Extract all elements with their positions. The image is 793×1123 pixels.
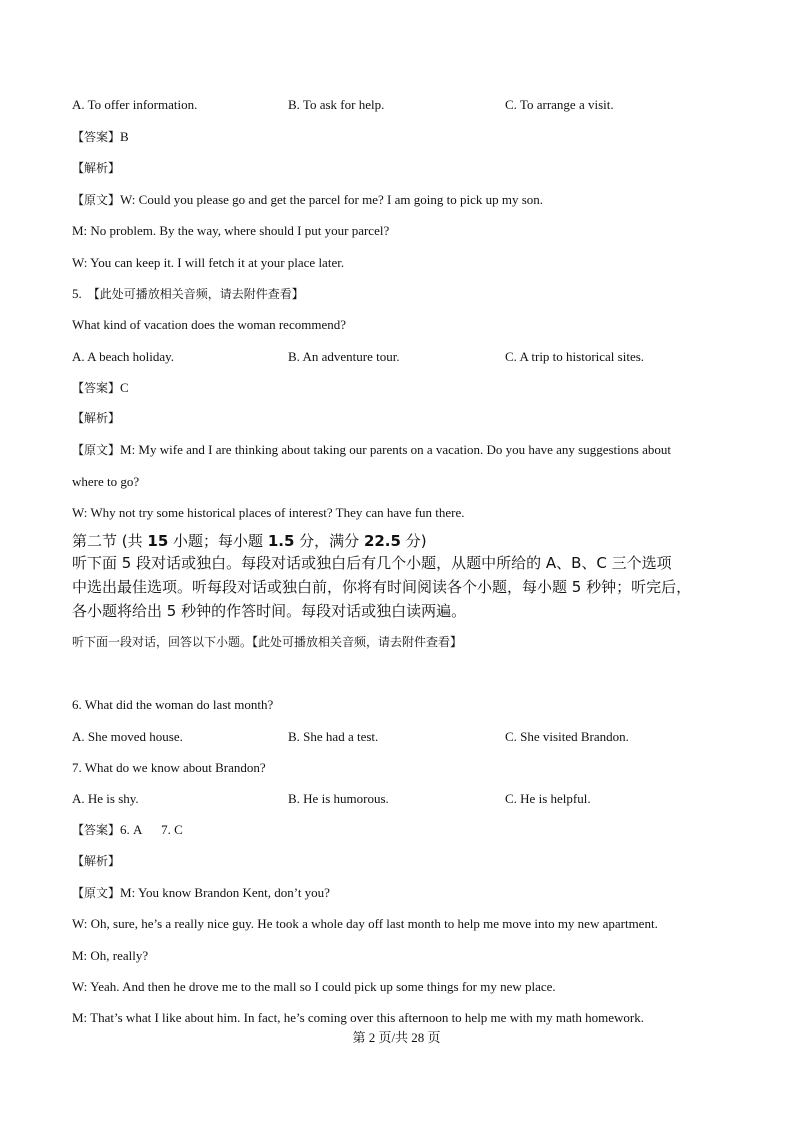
q5-header [72,286,304,302]
q5-analysis [72,410,120,426]
q5-answer [72,380,129,396]
q6-option-c: C. She visited Brandon. [505,729,629,744]
q67-answer [72,822,183,838]
q7-option-a: A. He is shy. [72,791,139,806]
q5-transcript-line-2: W: Why not try some historical places of interest? They can have fun there. [72,505,465,520]
q4-option-c: C. To arrange a visit. [505,97,614,112]
q4-transcript-line-2: M: No problem. By the way, where should I put your parcel? [72,223,390,238]
q5-option-b: B. An adventure tour. [288,349,400,364]
analysis-tag: 【解析】 [72,161,121,175]
q7-option-c: C. He is helpful. [505,791,591,806]
q5-option-c: C. A trip to historical sites. [505,349,645,364]
answer-value: B [120,129,129,144]
answer-tag: 【答案】 [72,381,121,395]
transcript-tag: 【原文】 [72,886,121,900]
q67-transcript-line-4: W: Yeah. And then he drove me to the mall so I could pick up some things for my new place. [72,979,556,994]
heading-number: 1.5 [267,532,295,550]
transcript-tag: 【原文】 [72,443,121,457]
analysis-tag: 【解析】 [72,854,121,868]
answer-value: 6. A 7. C [120,822,183,837]
heading-text: 小题；每小题 [168,532,268,550]
heading-text: 分，满分 [294,532,364,550]
section-2-instruction-line-2: 中选出最佳选项。听每段对话或独白前，你将有时间阅读各个小题，每小题 5 秒钟；听完后， [72,578,692,596]
answer-value: C [120,380,129,395]
section-2-instruction-line-1: 听下面 5 段对话或独白。每段对话或独白后有几个小题，从题中所给的 A、B、C 三个选项 [72,554,672,572]
q7-option-b: B. He is humorous. [288,791,389,806]
q4-analysis [72,160,120,176]
heading-number: 22.5 [363,532,401,550]
q67-transcript-line-1 [72,885,330,901]
q67-analysis [72,853,120,869]
q6-option-a: A. She moved house. [72,729,183,744]
transcript-text: W: Could you please go and get the parcel for me? I am going to pick up my son. [120,192,544,207]
q6-question: 6. What did the woman do last month? [72,697,274,712]
q6-option-b: B. She had a test. [288,729,379,744]
section-2-instruction-line-3: 各小题将给出 5 秒钟的作答时间。每段对话或独白读两遍。 [72,602,467,620]
audio-note: 【此处可播放相关音频，请去附件查看】 [87,287,304,301]
section-2-heading [72,530,427,552]
q4-answer [72,129,129,145]
q67-transcript-line-5: M: That’s what I like about him. In fact, he’s coming over this afternoon to help me with my math homework. [72,1010,645,1025]
transcript-text: M: You know Brandon Kent, don’t you? [120,885,330,900]
q67-transcript-line-3: M: Oh, really? [72,948,149,963]
q5-transcript-line-1 [72,442,671,458]
q5-option-a: A. A beach holiday. [72,349,175,364]
q5-question: What kind of vacation does the woman recommend? [72,317,346,332]
heading-number: 15 [147,532,169,550]
page-footer: 第 2 页/共 28 页 [352,1030,441,1045]
q5-number: 5. [72,286,82,301]
answer-tag: 【答案】 [72,130,121,144]
q4-transcript-line-3: W: You can keep it. I will fetch it at your place later. [72,255,345,270]
analysis-tag: 【解析】 [72,411,121,425]
q4-option-b: B. To ask for help. [288,97,385,112]
q5-transcript-line-1-cont: where to go? [72,474,140,489]
transcript-tag: 【原文】 [72,193,121,207]
q67-transcript-line-2: W: Oh, sure, he’s a really nice guy. He took a whole day off last month to help me move into my new apartment. [72,916,658,931]
q7-question: 7. What do we know about Brandon? [72,760,266,775]
q4-transcript-line-1 [72,192,543,208]
q4-option-a: A. To offer information. [72,97,198,112]
transcript-text: M: My wife and I are thinking about taking our parents on a vacation. Do you have any suggestions about [120,442,671,457]
answer-tag: 【答案】 [72,823,121,837]
heading-text: 第二节 (共 [72,532,148,550]
section-2-intro: 听下面一段对话，回答以下小题。【此处可播放相关音频，请去附件查看】 [72,635,463,649]
heading-text: 分) [400,532,427,550]
